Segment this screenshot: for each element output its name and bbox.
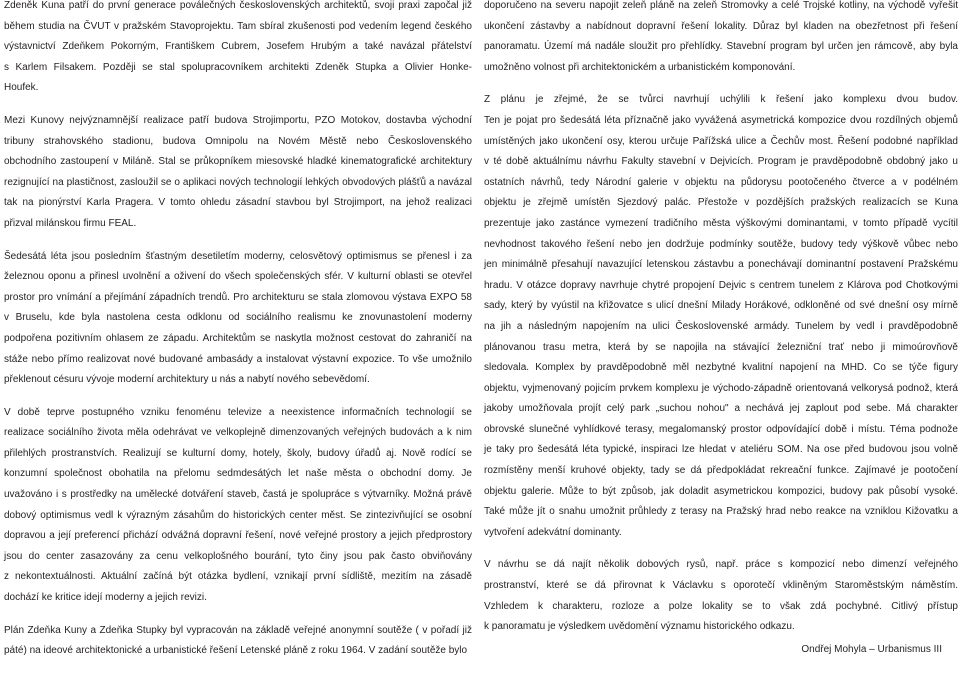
text-line: umožněno volnost při architektonickém a urbanistickém komponování. [484, 61, 796, 73]
text-line: na jih a následným napojením na ulici Československé armády. Tunelem by vedl i pravděpodobně [484, 320, 958, 332]
text-line: prostranství, které se dá přirovnat k Václavku s oporotečí vkliněným Staroměstským náměstím. [484, 580, 958, 592]
text-line: sady, který by vyústil na křižovatce s ulicí dnešní Milady Horákové, odkloněné od své dnešní osy mírně [484, 300, 958, 312]
text-line: Ten je pojat pro šedesátá léta příznačně jako vyvážená asymetrická kompozice dvou rozdílných objemů [484, 114, 958, 126]
text-line: konzumní společnost obohatila na přelomu sedmdesátých let naše města o obchodní domy. Je [4, 468, 472, 480]
text-line: železnou oponu a přinesl uvolnění a oživení do všech společenských sfér. V kulturní oblasti se otevřel [4, 271, 472, 283]
text-line: rozmístěny menší kruhové objekty, tady se dá předpokládat rekreační funkce. Zajímavé je pootočení [484, 465, 958, 477]
left-text-column [4, 0, 472, 674]
text-line: prezentuje jako zastánce vymezení tradičního města výškovými dominantami, v tomto případě vycítil [484, 217, 958, 229]
text-line: dochází ke kritice idejí moderny a jejich revizi. [4, 592, 207, 604]
text-line: přilehlých prostranstvích. Realizují se kulturní domy, hotely, školy, budovy úřadů aj. Nově rodící se [4, 447, 472, 459]
text-line: Šedesátá léta jsou posledním šťastným desetiletím moderny, celosvětový optimismus se přenesl i za [4, 250, 472, 262]
paragraph [484, 90, 958, 543]
text-line: přizval milánskou firmu FEAL. [4, 217, 137, 229]
text-line: realizace sociálního života měla odehrávat ve velkoplejně dimenzovaných veřejných budovách a k nim [4, 427, 472, 439]
text-line: překlenout césuru vývoje moderní architektury u nás a nabytí nového sebevědomí. [4, 374, 370, 386]
text-line: Mezi Kunovy nejvýznamnější realizace patří budova Strojimportu, PZO Motokov, dostavba východní [4, 114, 472, 126]
text-line: Houfek. [4, 82, 39, 94]
text-line: rezignující na plastičnost, zasloužil se o aplikaci nových technologií lehkých obvodových plášťů a navázal [4, 176, 472, 188]
text-line: páté) na ideové architektonické a urbanistické řešení Letenské pláně z roku 1964. V zadání soutěže bylo [4, 645, 468, 657]
paragraph [4, 111, 472, 235]
text-line: hradu. V otázce dopravy navrhuje chytré propojení Dejvic s centrem tunelem z Klárova pod Chotkovými [484, 279, 958, 291]
text-line: s Karlem Filsakem. Později se stal spolupracovníkem architekti Zdeněk Stupka a Olivier Honke- [4, 61, 472, 73]
text-line: obchodního zastoupení v Miláně. Stal se průkopníkem miesovské hladké kinematografické architektury [4, 156, 472, 168]
text-line: panoramatu. Území má nadále sloužit pro přehlídky. Stavební program byl určen jen rámcově, aby byla [484, 41, 958, 53]
text-line: sledovala. Komplex by pravděpodobně měl nezbytné kvalitní napojení na MHD. Co se týče figury [484, 362, 958, 374]
text-line: jen minimálně přesahují navazující letenskou zástavbu a ponechávají dominantní postavení Pražskému [484, 259, 958, 271]
text-line: vytvoření adekvátní dominanty. [484, 526, 622, 538]
paragraph [4, 0, 472, 99]
paragraph [484, 0, 958, 78]
text-line: tribuny strahovského stadionu, budova Omnipolu na Novém Městě nebo Československého [4, 135, 472, 147]
text-line: jsou do center zasazovány za cenu velkoplošného bourání, tyto činy jsou pak často obviňovány [4, 550, 472, 562]
text-line: objektu galerie. Může to být způsob, jak doladit asymetrickou kompozici, budovy pak působí vysoké. [484, 485, 958, 497]
text-line: Z plánu je zřejmé, že se tvůrci navrhují uchýlili k řešení jako komplexu dvou budov. [484, 94, 958, 106]
text-line: stáže nebo přímo realizovat nové budované ambasády a instalovat výstavní expozice. To vše umožnilo [4, 353, 472, 365]
paragraph [4, 247, 472, 391]
text-line: v té době aktuálnímu návrhu Fakulty stavební v Dejvicích. Program je pravděpodobně obdobný jako u [484, 156, 958, 168]
page-footer: Ondřej Mohyla – Urbanismus III [801, 644, 942, 655]
text-line: ukončení zástavby a nabídnout dopravní řešení lokality. Důraz byl kladen na obezřetnost při řešení [484, 20, 958, 32]
text-line: Plán Zdeňka Kuny a Zdeňka Stupky byl vypracován na základě veřejné anonymní soutěže ( v pořadí již [4, 624, 472, 636]
text-line: Také může jít o snahu umožnit průhledy z terasy na Pražský hrad nebo reakce na vzniklou Kižovatku a [484, 506, 958, 518]
text-line: uvažováno i s prostředky na umělecké dotváření staveb, častá je spolupráce s výtvarníky. Možná právě [4, 489, 472, 501]
text-line: prostor pro vnímání a přejímání západních trendů. Pro architekturu se stala zlomovou výstava EXPO 58 [4, 291, 472, 303]
text-line: výstavnictví Zdeňkem Pokorným, Františkem Cubrem, Josefem Hrubým a také navázal přátelství [4, 41, 472, 53]
text-line: V návrhu se dá najít několik dobových rysů, např. práce s kompozicí nebo dimenzí veřejného [484, 559, 958, 571]
paragraph [4, 621, 472, 662]
text-line: plánovanou trasu metra, která by se napojila na stávající železniční trať nebo ji mimoúrovňově [484, 341, 958, 353]
text-line: objektu, vyjmenovaný pojicím prvkem komplexu je východo-západně orientovaná velkorysá podnož, která [484, 382, 958, 394]
text-line: Vzhledem k charakteru, rozloze a polze lokality se to však zdá pochybné. Citlivý přístup [484, 600, 958, 612]
text-line: objektu je zřejmě umístěn Sjezdový palác. Přestože v pozdějších pražských realizacích se Kuna [484, 197, 958, 209]
text-line: ostatních návrhů, tedy Národní galerie v objektu na půdorysu pootočeného čtverce a v podélném [484, 176, 958, 188]
text-line: jakoby umožňovala projít celý park „suchou nohou" a nechává jej zaplout pod sebe. Má charakter [484, 403, 958, 415]
text-line: k panoramatu je výsledkem uvědomění významu historického odkazu. [484, 621, 795, 633]
text-line: V době teprve postupného vzniku fenoménu televize a neexistence informačních technologií se [4, 406, 472, 418]
text-line: je taky pro šedesátá léta typické, inspiraci lze hledat v ateliéru SOM. Na ose před budovou jsou volně [484, 444, 958, 456]
paragraph [4, 403, 472, 609]
text-line: Zdeněk Kuna patří do první generace poválečných československých architektů, svoji praxi započal již [4, 0, 472, 11]
text-line: během studia na ČVUT v pražském Stavoprojektu. Tam sbíral zkušenosti pod vedením legend českého [4, 20, 472, 32]
text-line: nevhodnost takového řešení nebo jen dodržuje podmínky soutěže, budovy tedy výškově vůbec nebo [484, 238, 958, 250]
text-line: obrovské slunečné vyhlídkové terasy, megalomanský prostor odpovídající době i místu. Téma podnože [484, 423, 958, 435]
text-line: z nekontextuálnosti. Aktuální začíná být otázka bydlení, vznikají první sídliště, mezitím na zásadě [4, 571, 472, 583]
text-line: dobový optimismus vedl k výrazným zásahům do historických center měst. Se zintezivňující se osobní [4, 509, 472, 521]
text-line: dopravou a její preferencí přichází odvážná dopravní řešení, nové veřejné prostory a jejich předprostory [4, 530, 472, 542]
text-line: umístěných jako ukončení osy, kterou určuje Pařížská ulice a Čechův most. Řešení podobné například [484, 135, 958, 147]
right-text-column [484, 0, 958, 650]
text-line: doporučeno na severu napojit zeleň pláně na zeleň Stromovky a celé Trojské kotliny, na východě vyřešit [484, 0, 958, 11]
text-line: podpořena pozitivním ohlasem ze západu. Architektům se naskytla možnost cestovat do zahraničí na [4, 332, 472, 344]
text-line: v Bruselu, kde byla nastolena cesta odklonu od sociálního realismu ke znovunastolení moderny [4, 312, 472, 324]
paragraph [484, 555, 958, 637]
text-line: tak na pionýrství Karla Pragera. V tomto ohledu zásadní stavbou byl Strojimport, na jehož realizaci [4, 197, 472, 209]
